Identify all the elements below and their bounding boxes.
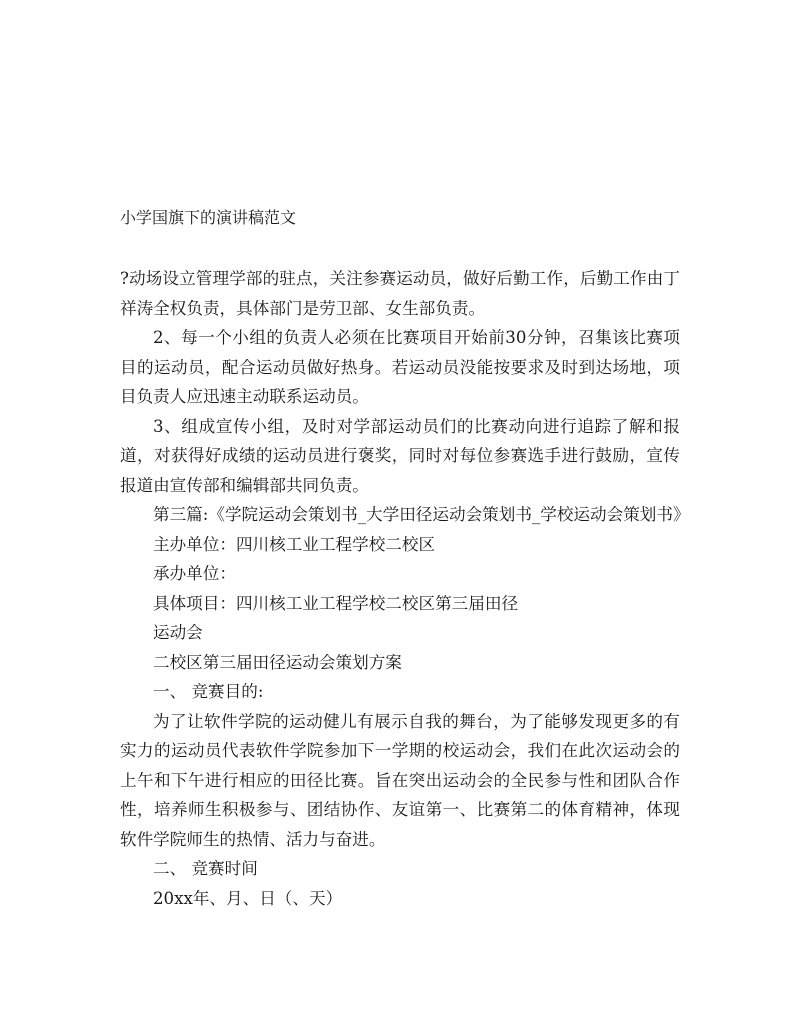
project-line-continued: 运动会 [153, 623, 203, 642]
organizer-line: 主办单位：四川核工业工程学校二校区 [153, 534, 436, 554]
paragraph-logistics: ?动场设立管理学部的驻点，关注参赛运动员，做好后勤工作，后勤工作由丁祥涛全权负责，具体部门是劳卫部、女生部负责。 [120, 269, 680, 318]
co-organizer-line: 承办单位： [153, 564, 236, 583]
paragraph-item-2: 2、每一个小组的负责人必须在比赛项目开始前30分钟，召集该比赛项目的运动员，配合运动员做好热身。若运动员没能按要求及时到达场地，项目负责人应迅速主动联系运动员。 [120, 328, 680, 406]
plan-title: 二校区第三届田径运动会策划方案 [153, 652, 402, 672]
paragraph-purpose: 为了让软件学院的运动健儿有展示自我的舞台，为了能够发现更多的有实力的运动员代表软件学院参加下一学期的校运动会，我们在此次运动会的上午和下午进行相应的田径比赛。旨在突出运动会的全民参与性和团队合作性，培养师生积极参与、团结协作、友谊第一、比赛第二的体育精神，体现软件学院师生的热情、活力与奋进。 [120, 711, 680, 849]
project-line: 具体项目：四川核工业工程学校二校区第三届田径 [153, 593, 519, 613]
section-time-heading: 二、 竞赛时间 [153, 859, 258, 878]
paragraph-item-3: 3、组成宣传小组，及时对学部运动员们的比赛动向进行追踪了解和报道，对获得好成绩的运动员进行褒奖，同时对每位参赛选手进行鼓励，宣传报道由宣传部和编辑部共同负责。 [120, 416, 680, 495]
date-line: 20xx年、月、日（、天） [153, 888, 343, 908]
section-purpose-heading: 一、 竞赛目的: [153, 682, 264, 701]
document-title: 小学国旗下的演讲稿范文 [120, 208, 297, 227]
section-heading-third: 第三篇:《学院运动会策划书_大学田径运动会策划书_学校运动会策划书》 [153, 505, 690, 524]
document-body [120, 264, 690, 913]
